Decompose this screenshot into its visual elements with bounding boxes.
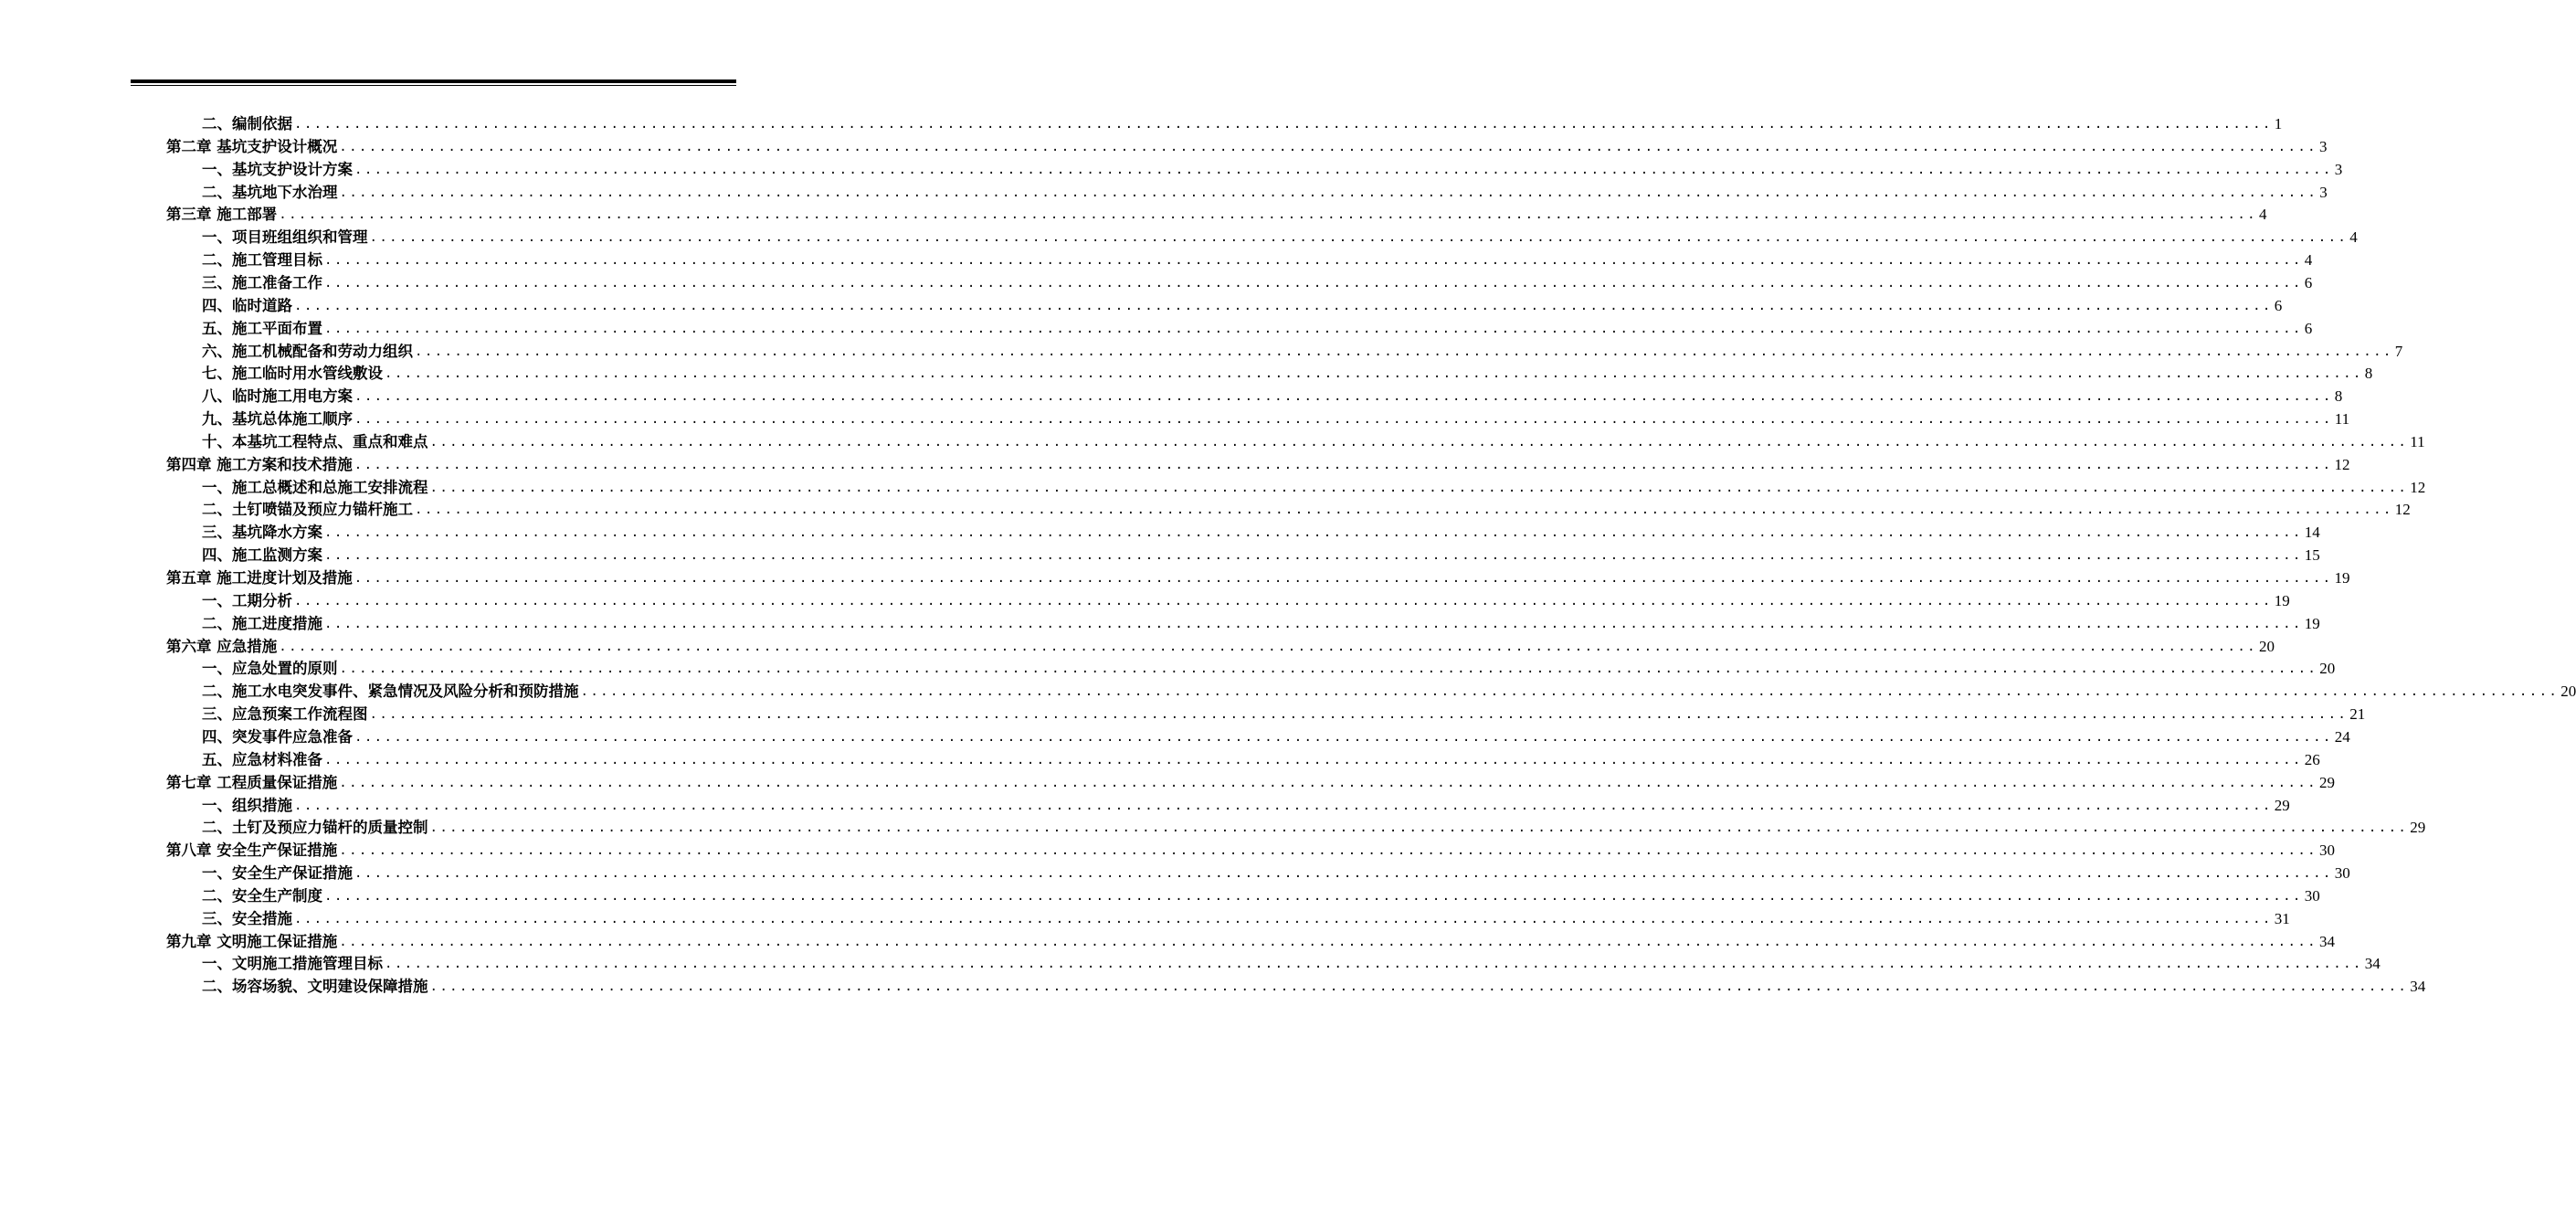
toc-entry-label: 五、应急材料准备 <box>202 750 322 768</box>
toc-section-entry[interactable] <box>202 499 2411 521</box>
toc-entry-label: 第四章 施工方案和技术措施 <box>166 455 353 473</box>
toc-entry-label: 二、安全生产制度 <box>202 886 322 905</box>
toc-section-entry[interactable] <box>202 908 2290 930</box>
toc-entry-page-number: 8 <box>2364 365 2373 383</box>
toc-entry-label: 一、工期分析 <box>202 591 292 609</box>
toc-entry-page-number: 15 <box>2304 546 2320 565</box>
toc-dot-leader: ........................................................................................................................................................................................................ <box>385 957 2363 972</box>
toc-section-entry[interactable] <box>202 477 2426 499</box>
toc-dot-leader: ........................................................................................................................................................................................................ <box>324 275 2303 291</box>
toc-entry-page-number: 34 <box>2364 955 2381 973</box>
toc-entry-label: 三、安全措施 <box>202 909 292 927</box>
toc-entry-label: 三、基坑降水方案 <box>202 524 322 542</box>
toc-dot-leader: ........................................................................................................................................................................................................ <box>324 321 2303 336</box>
toc-entry-page-number: 14 <box>2304 524 2320 542</box>
toc-dot-leader: ........................................................................................................................................................................................................ <box>339 662 2318 677</box>
toc-section-entry[interactable] <box>202 749 2320 771</box>
toc-entry-page-number: 4 <box>2259 206 2267 224</box>
toc-chapter-entry[interactable] <box>166 840 2335 862</box>
toc-dot-leader: ........................................................................................................................................................................................................ <box>369 230 2349 246</box>
toc-section-entry[interactable] <box>202 272 2313 294</box>
toc-entry-label: 二、施工管理目标 <box>202 251 322 270</box>
toc-entry-page-number: 26 <box>2304 750 2320 768</box>
toc-dot-leader: ........................................................................................................................................................................................................ <box>354 729 2333 745</box>
toc-entry-page-number: 34 <box>2410 978 2426 996</box>
toc-entry-page-number: 4 <box>2349 228 2358 247</box>
toc-section-entry[interactable] <box>202 318 2313 340</box>
toc-entry-label: 第六章 应急措施 <box>166 637 278 655</box>
toc-entry-label: 六、施工机械配备和劳动力组织 <box>202 342 413 360</box>
toc-chapter-entry[interactable] <box>166 636 2275 658</box>
toc-section-entry[interactable] <box>202 227 2358 249</box>
toc-entry-page-number: 30 <box>2334 864 2350 883</box>
toc-entry-label: 一、应急处置的原则 <box>202 660 338 678</box>
toc-dot-leader: ........................................................................................................................................................................................................ <box>415 344 2393 359</box>
toc-entry-page-number: 3 <box>2319 183 2328 201</box>
toc-dot-leader: ........................................................................................................................................................................................................ <box>294 911 2273 926</box>
toc-entry-page-number: 6 <box>2304 273 2313 291</box>
toc-dot-leader: ........................................................................................................................................................................................................ <box>324 525 2303 541</box>
toc-entry-page-number: 29 <box>2410 819 2426 837</box>
toc-dot-leader: ........................................................................................................................................................................................................ <box>339 843 2317 859</box>
toc-chapter-entry[interactable] <box>166 567 2350 589</box>
toc-dot-leader: ........................................................................................................................................................................................................ <box>415 503 2393 518</box>
toc-dot-leader: ........................................................................................................................................................................................................ <box>429 434 2409 450</box>
toc-section-entry[interactable] <box>202 363 2373 385</box>
toc-entry-label: 二、场容场貌、文明建设保障措施 <box>202 978 428 996</box>
toc-dot-leader: ........................................................................................................................................................................................................ <box>324 888 2303 904</box>
toc-entry-label: 二、土钉及预应力锚杆的质量控制 <box>202 819 428 837</box>
toc-chapter-entry[interactable] <box>166 772 2335 794</box>
toc-section-entry[interactable] <box>202 408 2350 430</box>
toc-entry-page-number: 12 <box>2334 455 2350 473</box>
toc-entry-page-number: 11 <box>2334 410 2350 429</box>
toc-section-entry[interactable] <box>202 817 2426 839</box>
toc-section-entry[interactable] <box>202 522 2320 544</box>
toc-section-entry[interactable] <box>202 386 2343 408</box>
toc-dot-leader: ........................................................................................................................................................................................................ <box>324 752 2303 768</box>
toc-section-entry[interactable] <box>202 113 2283 135</box>
toc-entry-label: 第八章 安全生产保证措施 <box>166 842 338 860</box>
toc-entry-page-number: 1 <box>2274 115 2283 132</box>
toc-entry-page-number: 4 <box>2304 251 2313 270</box>
toc-section-entry[interactable] <box>202 159 2343 181</box>
toc-entry-label: 第七章 工程质量保证措施 <box>166 773 338 791</box>
toc-entry-page-number: 3 <box>2334 160 2343 178</box>
toc-entry-label: 十、本基坑工程特点、重点和难点 <box>202 432 428 450</box>
toc-dot-leader: ........................................................................................................................................................................................................ <box>354 571 2333 586</box>
toc-dot-leader: ........................................................................................................................................................................................................ <box>324 616 2303 631</box>
toc-entry-label: 第九章 文明施工保证措施 <box>166 932 338 950</box>
toc-section-entry[interactable] <box>202 249 2313 271</box>
toc-dot-leader: ........................................................................................................................................................................................................ <box>339 185 2318 200</box>
toc-section-entry[interactable] <box>202 658 2336 680</box>
toc-section-entry[interactable] <box>202 976 2426 998</box>
toc-entry-page-number: 8 <box>2334 387 2343 406</box>
toc-entry-page-number: 20 <box>2560 683 2576 701</box>
toc-section-entry[interactable] <box>202 704 2366 725</box>
toc-entry-page-number: 30 <box>2304 886 2320 905</box>
toc-entry-label: 九、基坑总体施工顺序 <box>202 410 353 429</box>
toc-entry-page-number: 3 <box>2319 137 2328 155</box>
toc-dot-leader: ........................................................................................................................................................................................................ <box>339 775 2317 790</box>
toc-section-entry[interactable] <box>202 953 2381 975</box>
toc-entry-label: 二、编制依据 <box>202 115 292 132</box>
toc-dot-leader: ........................................................................................................................................................................................................ <box>294 117 2273 132</box>
toc-section-entry[interactable] <box>202 295 2283 317</box>
toc-entry-label: 第三章 施工部署 <box>166 206 278 224</box>
toc-section-entry[interactable] <box>202 431 2425 453</box>
toc-chapter-entry[interactable] <box>166 454 2350 476</box>
toc-entry-label: 二、土钉喷锚及预应力锚杆施工 <box>202 501 413 519</box>
toc-entry-label: 一、基坑支护设计方案 <box>202 160 353 178</box>
toc-entry-page-number: 30 <box>2319 842 2335 860</box>
toc-entry-page-number: 31 <box>2274 909 2290 927</box>
toc-entry-page-number: 29 <box>2274 796 2290 814</box>
toc-section-entry[interactable] <box>202 613 2320 635</box>
toc-entry-page-number: 29 <box>2319 773 2335 791</box>
toc-entry-label: 一、组织措施 <box>202 796 292 814</box>
toc-entry-label: 一、文明施工措施管理目标 <box>202 955 383 973</box>
toc-entry-label: 一、项目班组组织和管理 <box>202 228 368 247</box>
toc-dot-leader: ........................................................................................................................................................................................................ <box>324 253 2303 269</box>
toc-dot-leader: ........................................................................................................................................................................................................ <box>429 979 2409 995</box>
toc-entry-page-number: 21 <box>2349 705 2366 724</box>
toc-entry-page-number: 7 <box>2394 342 2403 360</box>
toc-dot-leader: ........................................................................................................................................................................................................ <box>294 798 2273 813</box>
toc-dot-leader: ........................................................................................................................................................................................................ <box>429 820 2409 836</box>
toc-dot-leader: ........................................................................................................................................................................................................ <box>279 207 2257 223</box>
toc-section-entry[interactable] <box>202 545 2320 566</box>
toc-dot-leader: ........................................................................................................................................................................................................ <box>429 480 2409 495</box>
toc-entry-label: 二、施工进度措施 <box>202 614 322 632</box>
toc-section-entry[interactable] <box>202 681 2576 703</box>
toc-entry-page-number: 24 <box>2334 727 2350 746</box>
toc-entry-page-number: 20 <box>2259 637 2275 655</box>
toc-dot-leader: ........................................................................................................................................................................................................ <box>324 548 2303 564</box>
toc-entry-label: 四、施工监测方案 <box>202 546 322 565</box>
toc-entry-label: 二、施工水电突发事件、紧急情况及风险分析和预防措施 <box>202 683 579 701</box>
toc-entry-label: 第二章 基坑支护设计概况 <box>166 137 338 155</box>
toc-section-entry[interactable] <box>202 182 2328 204</box>
toc-entry-page-number: 6 <box>2274 296 2283 314</box>
toc-dot-leader: ........................................................................................................................................................................................................ <box>354 457 2333 472</box>
toc-entry-label: 三、应急预案工作流程图 <box>202 705 368 724</box>
toc-dot-leader: ........................................................................................................................................................................................................ <box>339 139 2317 154</box>
toc-entry-page-number: 6 <box>2304 319 2313 337</box>
toc-dot-leader: ........................................................................................................................................................................................................ <box>339 934 2317 949</box>
toc-entry-page-number: 20 <box>2319 660 2336 678</box>
toc-dot-leader: ........................................................................................................................................................................................................ <box>385 366 2363 382</box>
toc-chapter-entry[interactable] <box>166 204 2267 226</box>
toc-dot-leader: ........................................................................................................................................................................................................ <box>580 684 2560 700</box>
toc-section-entry[interactable] <box>202 863 2350 884</box>
toc-chapter-entry[interactable] <box>166 136 2328 158</box>
toc-entry-label: 二、基坑地下水治理 <box>202 183 338 201</box>
toc-entry-page-number: 34 <box>2319 932 2335 950</box>
toc-section-entry[interactable] <box>202 341 2403 363</box>
toc-dot-leader: ........................................................................................................................................................................................................ <box>354 412 2333 428</box>
toc-entry-page-number: 19 <box>2334 569 2350 587</box>
toc-dot-leader: ........................................................................................................................................................................................................ <box>279 639 2257 654</box>
toc-entry-label: 四、突发事件应急准备 <box>202 727 353 746</box>
toc-dot-leader: ........................................................................................................................................................................................................ <box>354 389 2333 405</box>
toc-entry-page-number: 19 <box>2304 614 2320 632</box>
toc-entry-label: 五、施工平面布置 <box>202 319 322 337</box>
toc-entry-label: 第五章 施工进度计划及措施 <box>166 569 353 587</box>
toc-entry-label: 七、施工临时用水管线敷设 <box>202 365 383 383</box>
toc-entry-page-number: 12 <box>2410 478 2426 496</box>
toc-dot-leader: ........................................................................................................................................................................................................ <box>354 866 2333 882</box>
toc-section-entry[interactable] <box>202 590 2290 612</box>
toc-dot-leader: ........................................................................................................................................................................................................ <box>294 298 2273 313</box>
toc-chapter-entry[interactable] <box>166 931 2335 953</box>
toc-dot-leader: ........................................................................................................................................................................................................ <box>369 707 2349 723</box>
toc-entry-page-number: 11 <box>2410 432 2425 450</box>
toc-entry-label: 四、临时道路 <box>202 296 292 314</box>
toc-entry-label: 八、临时施工用电方案 <box>202 387 353 406</box>
toc-section-entry[interactable] <box>202 726 2350 748</box>
toc-section-entry[interactable] <box>202 795 2290 817</box>
header-rule-thick <box>131 79 736 83</box>
toc-section-entry[interactable] <box>202 885 2320 907</box>
toc-entry-page-number: 19 <box>2274 591 2290 609</box>
toc-entry-label: 三、施工准备工作 <box>202 273 322 291</box>
header-rule-thin <box>131 85 736 86</box>
toc-dot-leader: ........................................................................................................................................................................................................ <box>294 593 2273 609</box>
toc-dot-leader: ........................................................................................................................................................................................................ <box>354 162 2333 177</box>
toc-entry-label: 一、施工总概述和总施工安排流程 <box>202 478 428 496</box>
toc-entry-label: 一、安全生产保证措施 <box>202 864 353 883</box>
toc-entry-page-number: 12 <box>2394 501 2411 519</box>
